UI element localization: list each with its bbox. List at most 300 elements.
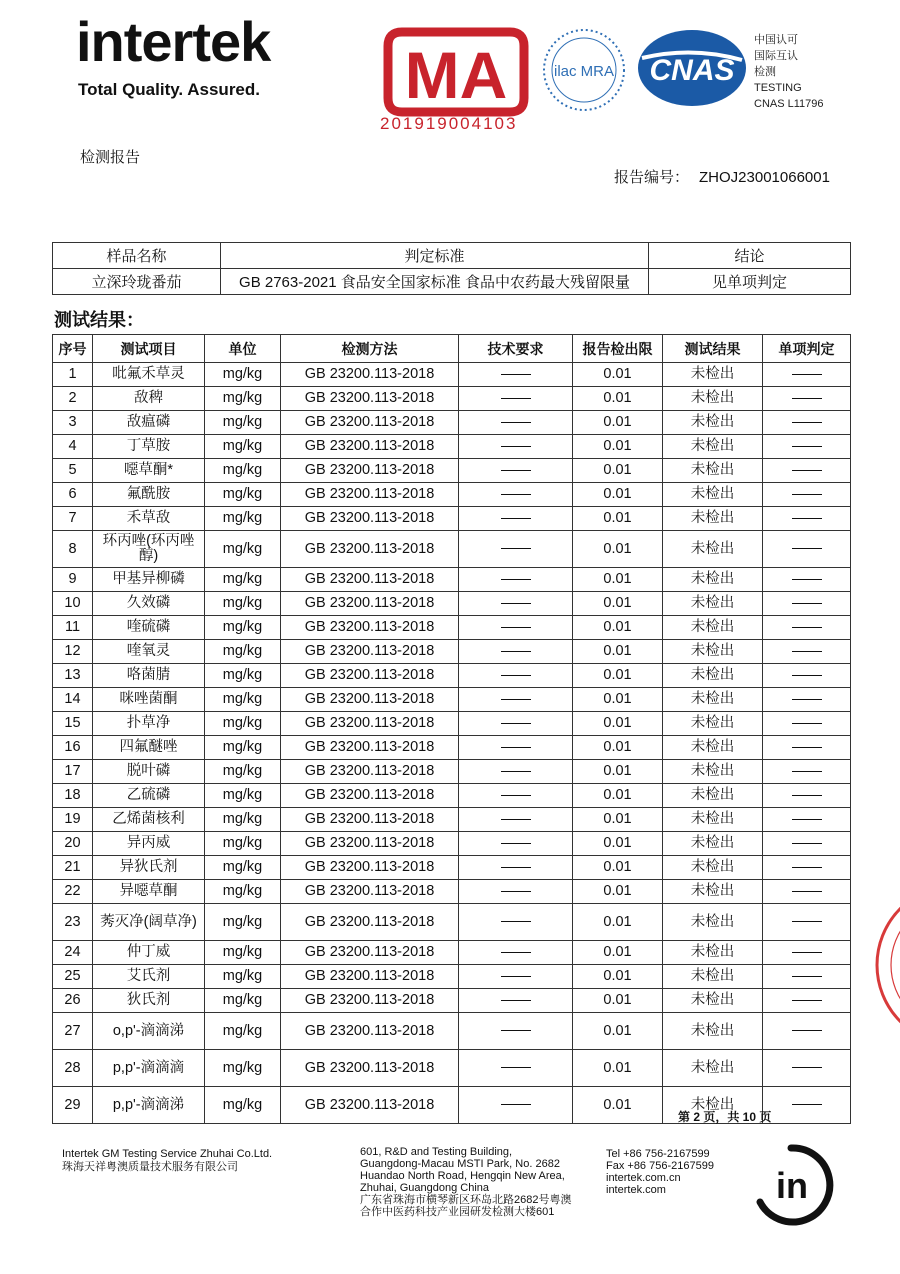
footer-company: Intertek GM Testing Service Zhuhai Co.Ltd. 珠海天祥粤澳质量技术服务有限公司 xyxy=(62,1148,273,1173)
test-item: 咪唑菌酮 xyxy=(93,688,205,712)
dash-mark xyxy=(792,470,822,471)
sample-table xyxy=(52,242,851,295)
item-judgement xyxy=(763,387,851,411)
test-item: 敌稗 xyxy=(93,387,205,411)
technical-requirement xyxy=(459,1087,573,1124)
dash-mark xyxy=(501,819,531,820)
row-number: 19 xyxy=(53,808,93,832)
dash-mark xyxy=(501,952,531,953)
header-cell: 测试项目 xyxy=(93,335,205,363)
table-row xyxy=(53,1050,851,1087)
unit: mg/kg xyxy=(205,880,281,904)
dash-mark xyxy=(501,921,531,922)
test-method: GB 23200.113-2018 xyxy=(281,712,459,736)
technical-requirement xyxy=(459,760,573,784)
test-item: 环丙唑(环丙唑醇) xyxy=(93,531,205,568)
row-number: 12 xyxy=(53,640,93,664)
dash-mark xyxy=(792,374,822,375)
detection-limit: 0.01 xyxy=(573,664,663,688)
test-result: 未检出 xyxy=(663,688,763,712)
test-result: 未检出 xyxy=(663,640,763,664)
test-method: GB 23200.113-2018 xyxy=(281,1087,459,1124)
table-row xyxy=(53,616,851,640)
dash-mark xyxy=(501,1000,531,1001)
dash-mark xyxy=(792,771,822,772)
sample-header-cell: 结论 xyxy=(649,243,851,269)
dash-mark xyxy=(501,603,531,604)
test-method: GB 23200.113-2018 xyxy=(281,784,459,808)
dash-mark xyxy=(792,891,822,892)
item-judgement xyxy=(763,808,851,832)
item-judgement xyxy=(763,363,851,387)
test-result: 未检出 xyxy=(663,531,763,568)
technical-requirement xyxy=(459,363,573,387)
table-row xyxy=(53,965,851,989)
unit: mg/kg xyxy=(205,531,281,568)
test-result: 未检出 xyxy=(663,459,763,483)
item-judgement xyxy=(763,435,851,459)
test-item: 禾草敌 xyxy=(93,507,205,531)
cnas-caption: 中国认可 国际互认 检测 TESTING CNAS L11796 xyxy=(754,34,824,110)
row-number: 22 xyxy=(53,880,93,904)
table-row xyxy=(53,760,851,784)
item-judgement xyxy=(763,483,851,507)
unit: mg/kg xyxy=(205,592,281,616)
item-judgement xyxy=(763,832,851,856)
item-judgement xyxy=(763,712,851,736)
test-method: GB 23200.113-2018 xyxy=(281,363,459,387)
unit: mg/kg xyxy=(205,1050,281,1087)
test-result: 未检出 xyxy=(663,507,763,531)
row-number: 6 xyxy=(53,483,93,507)
row-number: 14 xyxy=(53,688,93,712)
technical-requirement xyxy=(459,904,573,941)
row-number: 11 xyxy=(53,616,93,640)
test-method: GB 23200.113-2018 xyxy=(281,459,459,483)
test-item: p,p'-滴滴涕 xyxy=(93,1087,205,1124)
technical-requirement xyxy=(459,941,573,965)
cma-mark-text: MA xyxy=(404,38,508,112)
test-method: GB 23200.113-2018 xyxy=(281,832,459,856)
dash-mark xyxy=(501,976,531,977)
document-title: 检测报告 xyxy=(80,149,141,166)
test-method: GB 23200.113-2018 xyxy=(281,507,459,531)
test-item: 莠灭净(阔草净) xyxy=(93,904,205,941)
test-method: GB 23200.113-2018 xyxy=(281,760,459,784)
unit: mg/kg xyxy=(205,363,281,387)
item-judgement xyxy=(763,531,851,568)
table-row xyxy=(53,736,851,760)
item-judgement xyxy=(763,1050,851,1087)
header-cell: 单位 xyxy=(205,335,281,363)
detection-limit: 0.01 xyxy=(573,363,663,387)
table-row xyxy=(53,664,851,688)
row-number: 23 xyxy=(53,904,93,941)
dash-mark xyxy=(501,518,531,519)
dash-mark xyxy=(501,374,531,375)
test-result: 未检出 xyxy=(663,435,763,459)
test-item: 喹硫磷 xyxy=(93,616,205,640)
dash-mark xyxy=(501,723,531,724)
test-method: GB 23200.113-2018 xyxy=(281,640,459,664)
cnas-text: CNAS xyxy=(649,54,735,87)
test-item: 乙烯菌核利 xyxy=(93,808,205,832)
unit: mg/kg xyxy=(205,435,281,459)
dash-mark xyxy=(792,976,822,977)
item-judgement xyxy=(763,411,851,435)
row-number: 5 xyxy=(53,459,93,483)
technical-requirement xyxy=(459,736,573,760)
dash-mark xyxy=(792,422,822,423)
detection-limit: 0.01 xyxy=(573,856,663,880)
results-table xyxy=(52,334,851,1124)
technical-requirement xyxy=(459,531,573,568)
test-result: 未检出 xyxy=(663,363,763,387)
unit: mg/kg xyxy=(205,459,281,483)
test-method: GB 23200.113-2018 xyxy=(281,1050,459,1087)
test-method: GB 23200.113-2018 xyxy=(281,1013,459,1050)
test-item: 异丙威 xyxy=(93,832,205,856)
test-item: 久效磷 xyxy=(93,592,205,616)
technical-requirement xyxy=(459,411,573,435)
sample-header-cell: 判定标准 xyxy=(221,243,649,269)
test-method: GB 23200.113-2018 xyxy=(281,592,459,616)
test-item: 噁草酮* xyxy=(93,459,205,483)
unit: mg/kg xyxy=(205,941,281,965)
unit: mg/kg xyxy=(205,736,281,760)
item-judgement xyxy=(763,568,851,592)
item-judgement xyxy=(763,784,851,808)
unit: mg/kg xyxy=(205,616,281,640)
dash-mark xyxy=(792,1104,822,1105)
row-number: 24 xyxy=(53,941,93,965)
item-judgement xyxy=(763,1013,851,1050)
test-item: 脱叶磷 xyxy=(93,760,205,784)
dash-mark xyxy=(792,398,822,399)
dash-mark xyxy=(501,771,531,772)
dash-mark xyxy=(501,470,531,471)
test-item: 扑草净 xyxy=(93,712,205,736)
header-cell: 测试结果 xyxy=(663,335,763,363)
dash-mark xyxy=(792,548,822,549)
section-title: 测试结果： xyxy=(54,310,144,330)
row-number: 28 xyxy=(53,1050,93,1087)
dash-mark xyxy=(792,627,822,628)
item-judgement xyxy=(763,880,851,904)
dash-mark xyxy=(792,1067,822,1068)
technical-requirement xyxy=(459,459,573,483)
test-result: 未检出 xyxy=(663,387,763,411)
technical-requirement xyxy=(459,435,573,459)
table-row xyxy=(53,808,851,832)
dash-mark xyxy=(501,446,531,447)
test-method: GB 23200.113-2018 xyxy=(281,688,459,712)
test-method: GB 23200.113-2018 xyxy=(281,531,459,568)
technical-requirement xyxy=(459,856,573,880)
detection-limit: 0.01 xyxy=(573,1087,663,1124)
test-item: 甲基异柳磷 xyxy=(93,568,205,592)
technical-requirement xyxy=(459,880,573,904)
dash-mark xyxy=(792,494,822,495)
table-row xyxy=(53,387,851,411)
sample-header-cell: 样品名称 xyxy=(53,243,221,269)
red-seal-stamp-icon xyxy=(872,880,900,1050)
results-body xyxy=(53,363,851,1124)
unit: mg/kg xyxy=(205,808,281,832)
table-row xyxy=(53,363,851,387)
test-result: 未检出 xyxy=(663,1050,763,1087)
row-number: 8 xyxy=(53,531,93,568)
test-item: 艾氏剂 xyxy=(93,965,205,989)
table-row xyxy=(53,411,851,435)
row-number: 7 xyxy=(53,507,93,531)
technical-requirement xyxy=(459,1050,573,1087)
technical-requirement xyxy=(459,592,573,616)
dash-mark xyxy=(501,398,531,399)
header-cell: 报告检出限 xyxy=(573,335,663,363)
header-cell: 序号 xyxy=(53,335,93,363)
test-result: 未检出 xyxy=(663,760,763,784)
test-item: 狄氏剂 xyxy=(93,989,205,1013)
technical-requirement xyxy=(459,483,573,507)
table-row xyxy=(53,1013,851,1050)
unit: mg/kg xyxy=(205,483,281,507)
test-method: GB 23200.113-2018 xyxy=(281,664,459,688)
page-number: 第 2 页，共 10 页 xyxy=(678,1110,772,1124)
row-number: 9 xyxy=(53,568,93,592)
test-method: GB 23200.113-2018 xyxy=(281,435,459,459)
technical-requirement xyxy=(459,832,573,856)
test-result: 未检出 xyxy=(663,1087,763,1124)
test-result: 未检出 xyxy=(663,832,763,856)
report-number: 报告编号： ZHOJ23001066001 xyxy=(614,169,830,186)
detection-limit: 0.01 xyxy=(573,688,663,712)
unit: mg/kg xyxy=(205,832,281,856)
test-result: 未检出 xyxy=(663,568,763,592)
dash-mark xyxy=(501,651,531,652)
item-judgement xyxy=(763,616,851,640)
detection-limit: 0.01 xyxy=(573,387,663,411)
test-method: GB 23200.113-2018 xyxy=(281,568,459,592)
detection-limit: 0.01 xyxy=(573,880,663,904)
table-row xyxy=(53,531,851,568)
dash-mark xyxy=(792,867,822,868)
item-judgement xyxy=(763,965,851,989)
dash-mark xyxy=(792,675,822,676)
dash-mark xyxy=(501,747,531,748)
row-number: 21 xyxy=(53,856,93,880)
test-result: 未检出 xyxy=(663,989,763,1013)
ilac-text: ilac MRA xyxy=(553,63,615,80)
detection-limit: 0.01 xyxy=(573,808,663,832)
test-result: 未检出 xyxy=(663,712,763,736)
technical-requirement xyxy=(459,688,573,712)
row-number: 2 xyxy=(53,387,93,411)
sample-header-row xyxy=(53,243,851,269)
dash-mark xyxy=(501,494,531,495)
cma-logo-icon xyxy=(382,24,530,120)
unit: mg/kg xyxy=(205,989,281,1013)
table-row xyxy=(53,688,851,712)
table-row xyxy=(53,904,851,941)
test-result: 未检出 xyxy=(663,592,763,616)
cnas-logo-icon xyxy=(636,28,748,108)
technical-requirement xyxy=(459,1013,573,1050)
test-item: 氟酰胺 xyxy=(93,483,205,507)
table-row xyxy=(53,640,851,664)
dash-mark xyxy=(501,699,531,700)
unit: mg/kg xyxy=(205,640,281,664)
logo-tagline: Total Quality. Assured. xyxy=(78,80,260,99)
detection-limit: 0.01 xyxy=(573,1013,663,1050)
technical-requirement xyxy=(459,989,573,1013)
test-method: GB 23200.113-2018 xyxy=(281,880,459,904)
technical-requirement xyxy=(459,664,573,688)
detection-limit: 0.01 xyxy=(573,1050,663,1087)
test-item: 四氟醚唑 xyxy=(93,736,205,760)
row-number: 17 xyxy=(53,760,93,784)
footer-contact: Tel +86 756-2167599 Fax +86 756-2167599 intertek.com.cn intertek.com xyxy=(606,1148,714,1196)
test-result: 未检出 xyxy=(663,965,763,989)
test-method: GB 23200.113-2018 xyxy=(281,411,459,435)
dash-mark xyxy=(501,1067,531,1068)
test-result: 未检出 xyxy=(663,808,763,832)
test-method: GB 23200.113-2018 xyxy=(281,736,459,760)
results-header-row xyxy=(53,335,851,363)
test-item: 仲丁威 xyxy=(93,941,205,965)
technical-requirement xyxy=(459,387,573,411)
technical-requirement xyxy=(459,712,573,736)
item-judgement xyxy=(763,736,851,760)
item-judgement xyxy=(763,760,851,784)
item-judgement xyxy=(763,688,851,712)
dash-mark xyxy=(792,952,822,953)
table-row xyxy=(53,592,851,616)
dash-mark xyxy=(792,518,822,519)
dash-mark xyxy=(792,921,822,922)
unit: mg/kg xyxy=(205,760,281,784)
table-row xyxy=(53,784,851,808)
test-method: GB 23200.113-2018 xyxy=(281,941,459,965)
table-row xyxy=(53,712,851,736)
footer-logo-text: in xyxy=(776,1165,808,1206)
item-judgement xyxy=(763,640,851,664)
test-result: 未检出 xyxy=(663,1013,763,1050)
technical-requirement xyxy=(459,616,573,640)
test-result: 未检出 xyxy=(663,904,763,941)
test-result: 未检出 xyxy=(663,736,763,760)
table-row xyxy=(53,483,851,507)
dash-mark xyxy=(501,867,531,868)
unit: mg/kg xyxy=(205,387,281,411)
detection-limit: 0.01 xyxy=(573,832,663,856)
dash-mark xyxy=(501,422,531,423)
dash-mark xyxy=(792,1030,822,1031)
test-result: 未检出 xyxy=(663,411,763,435)
detection-limit: 0.01 xyxy=(573,965,663,989)
detection-limit: 0.01 xyxy=(573,411,663,435)
unit: mg/kg xyxy=(205,904,281,941)
table-row xyxy=(53,856,851,880)
sample-conclusion: 见单项判定 xyxy=(649,269,851,295)
test-result: 未检出 xyxy=(663,483,763,507)
test-item: 异噁草酮 xyxy=(93,880,205,904)
row-number: 29 xyxy=(53,1087,93,1124)
row-number: 26 xyxy=(53,989,93,1013)
sample-name: 立深玲珑番茄 xyxy=(53,269,221,295)
detection-limit: 0.01 xyxy=(573,616,663,640)
unit: mg/kg xyxy=(205,1087,281,1124)
detection-limit: 0.01 xyxy=(573,592,663,616)
technical-requirement xyxy=(459,808,573,832)
dash-mark xyxy=(792,699,822,700)
test-method: GB 23200.113-2018 xyxy=(281,904,459,941)
unit: mg/kg xyxy=(205,688,281,712)
dash-mark xyxy=(792,723,822,724)
item-judgement xyxy=(763,1087,851,1124)
item-judgement xyxy=(763,941,851,965)
row-number: 25 xyxy=(53,965,93,989)
header-cell: 单项判定 xyxy=(763,335,851,363)
test-method: GB 23200.113-2018 xyxy=(281,856,459,880)
unit: mg/kg xyxy=(205,784,281,808)
test-item: p,p'-滴滴滴 xyxy=(93,1050,205,1087)
unit: mg/kg xyxy=(205,1013,281,1050)
technical-requirement xyxy=(459,568,573,592)
detection-limit: 0.01 xyxy=(573,640,663,664)
dash-mark xyxy=(792,819,822,820)
item-judgement xyxy=(763,904,851,941)
dash-mark xyxy=(501,1104,531,1105)
item-judgement xyxy=(763,459,851,483)
table-row xyxy=(53,832,851,856)
row-number: 3 xyxy=(53,411,93,435)
technical-requirement xyxy=(459,507,573,531)
detection-limit: 0.01 xyxy=(573,712,663,736)
row-number: 18 xyxy=(53,784,93,808)
row-number: 16 xyxy=(53,736,93,760)
test-method: GB 23200.113-2018 xyxy=(281,965,459,989)
test-item: 敌瘟磷 xyxy=(93,411,205,435)
table-row xyxy=(53,568,851,592)
intertek-logo: intertek xyxy=(76,10,271,73)
test-result: 未检出 xyxy=(663,856,763,880)
row-number: 15 xyxy=(53,712,93,736)
dash-mark xyxy=(501,579,531,580)
unit: mg/kg xyxy=(205,965,281,989)
dash-mark xyxy=(792,603,822,604)
detection-limit: 0.01 xyxy=(573,531,663,568)
item-judgement xyxy=(763,989,851,1013)
test-item: 丁草胺 xyxy=(93,435,205,459)
row-number: 10 xyxy=(53,592,93,616)
unit: mg/kg xyxy=(205,664,281,688)
dash-mark xyxy=(501,795,531,796)
header-cell: 技术要求 xyxy=(459,335,573,363)
cma-number: 201919004103 xyxy=(380,114,518,133)
test-result: 未检出 xyxy=(663,880,763,904)
item-judgement xyxy=(763,664,851,688)
sample-row xyxy=(53,269,851,295)
row-number: 4 xyxy=(53,435,93,459)
detection-limit: 0.01 xyxy=(573,435,663,459)
dash-mark xyxy=(792,651,822,652)
dash-mark xyxy=(501,548,531,549)
table-row xyxy=(53,435,851,459)
row-number: 13 xyxy=(53,664,93,688)
detection-limit: 0.01 xyxy=(573,736,663,760)
detection-limit: 0.01 xyxy=(573,989,663,1013)
